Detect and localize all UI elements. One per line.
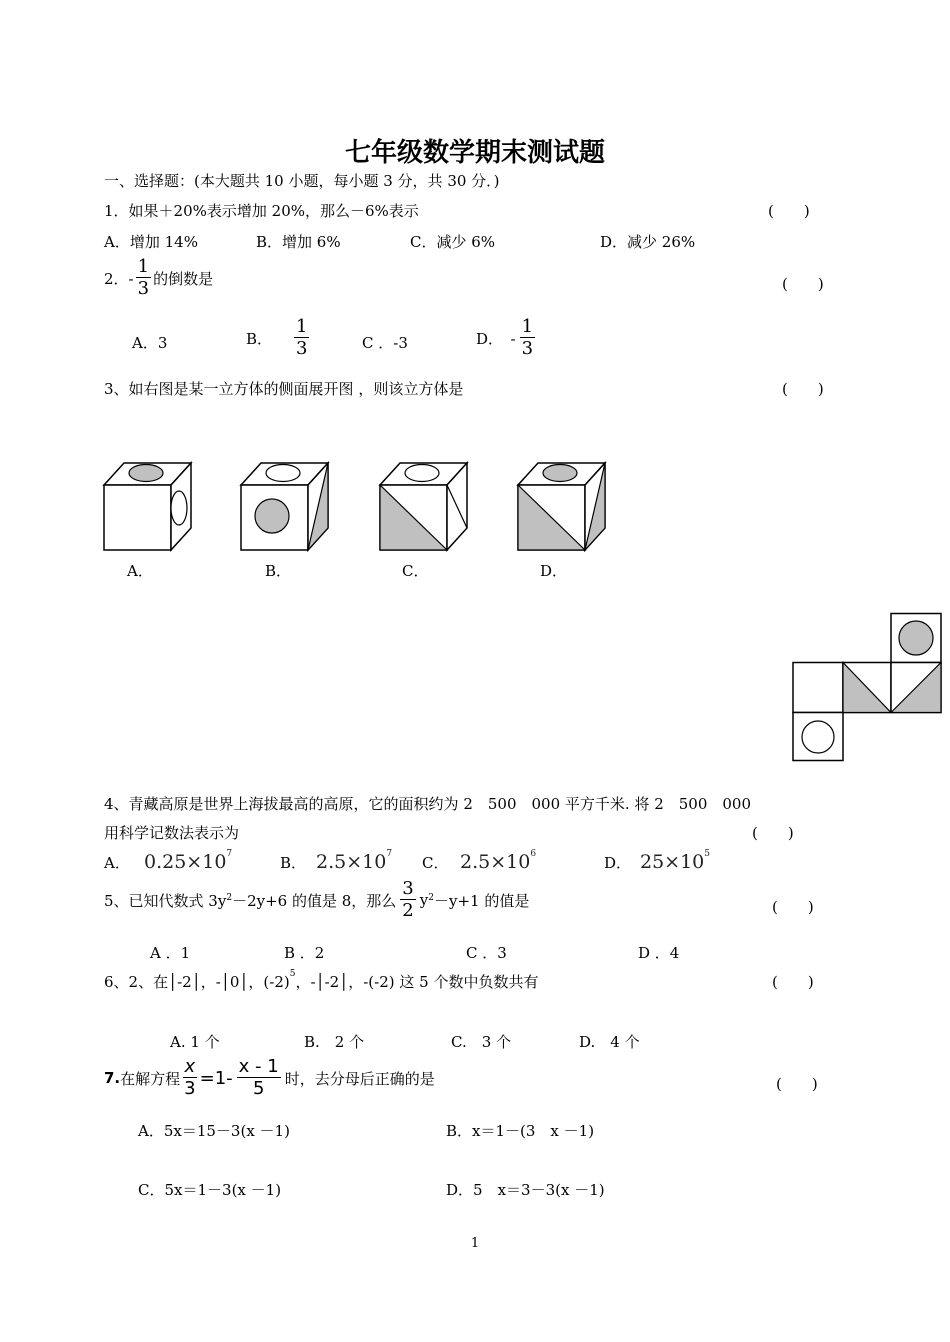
cube-b: [241, 463, 328, 550]
q1-option-c: C．减少 6%: [410, 233, 496, 251]
q7-fraction-2: [237, 1058, 281, 1098]
q4-option-c-label: C．: [422, 854, 449, 872]
page-title: 七年级数学期末测试题: [344, 138, 605, 168]
q7-frac1-num: x: [184, 1056, 196, 1077]
q1-stem: 1．如果＋20%表示增加 20%，那么－6%表示: [104, 202, 419, 220]
q3-label-b: B．: [265, 562, 292, 580]
q4-option-c-value: [460, 851, 536, 873]
q4-option-a-exp: 7: [226, 849, 233, 859]
q5-fraction: [400, 880, 415, 920]
q4-answer-paren: ( ): [752, 824, 794, 842]
q6-option-c: C. 3 个: [451, 1033, 512, 1051]
q4-option-d-exp: 5: [704, 849, 711, 859]
q2-answer-paren: ( ): [782, 275, 824, 293]
q1-option-b: B．增加 6%: [256, 233, 341, 251]
q4-stem-line1: 4、青藏高原是世界上海拔最高的高原，它的面积约为 2 500 000 平方千米. 将 2 500 000: [104, 795, 751, 813]
q2-option-b-num: 1: [296, 316, 308, 337]
q2-option-d-fraction: [520, 318, 535, 358]
q5-option-c: C ．3: [466, 944, 507, 962]
q7-number: 7.: [104, 1069, 121, 1087]
q7-frac2-den: 5: [252, 1078, 265, 1099]
q7-answer-paren: ( ): [776, 1075, 818, 1093]
q2-frac-den: 3: [137, 278, 150, 299]
q4-option-c-base: 2.5×10: [460, 851, 531, 873]
q5-stem-c: y: [419, 891, 429, 909]
q4-option-d-base: 25×10: [640, 851, 705, 873]
q2-option-b-label: B．: [246, 329, 273, 348]
q2-option-b-den: 3: [296, 338, 308, 359]
q1-option-d: D．减少 26%: [600, 233, 696, 251]
q3-label-d: D．: [540, 562, 568, 580]
q7-mid: =1-: [199, 1067, 233, 1089]
q5-frac-num: 3: [402, 878, 414, 899]
q6-option-d: D. 4 个: [579, 1033, 640, 1051]
q6-option-a: A. 1 个: [170, 1033, 220, 1051]
q3-cube-net: [790, 612, 950, 764]
q7-stem-b: 在解方程: [120, 1069, 181, 1088]
q5-stem-a: 5、已知代数式 3y: [104, 891, 227, 910]
q7-option-b: B．x＝1－(3 x －1): [446, 1122, 595, 1140]
q7-option-a: A．5x＝15－3(x －1): [138, 1122, 290, 1140]
q4-option-b-label: B．: [280, 854, 307, 872]
q6-option-b: B. 2 个: [304, 1033, 365, 1051]
q6-stem: [104, 971, 538, 992]
q7-option-c: C．5x＝1－3(x －1): [138, 1181, 282, 1199]
q4-option-c-exp: 6: [530, 849, 537, 859]
cube-d: [518, 463, 605, 550]
q2-option-d-den: 3: [521, 338, 534, 359]
q7-stem-c: 时，去分母后正确的是: [284, 1069, 435, 1088]
q5-answer-paren: ( ): [772, 898, 814, 916]
q2-stem: [104, 258, 213, 298]
q3-cube-options: [98, 455, 628, 560]
q4-option-b-base: 2.5×10: [316, 851, 387, 873]
q4-option-a-base: 0.25×10: [144, 851, 227, 873]
q6-stem-a: 6、2、在│-2│，-│0│，(-2): [104, 973, 290, 991]
q2-option-d: [476, 318, 535, 358]
q5-stem-b: －2y+6 的值是 8，那么: [232, 891, 397, 910]
q2-option-b: [246, 318, 309, 358]
q2-suffix: 的倒数是: [153, 269, 214, 288]
q5-square-1: 2: [226, 893, 233, 903]
q3-answer-paren: ( ): [782, 380, 824, 398]
q2-option-a: A．3: [132, 334, 168, 352]
cube-a: [104, 463, 191, 550]
q2-option-d-label: D． -: [476, 329, 516, 348]
q6-stem-b: ，-│-2│，-(-2) 这 5 个数中负数共有: [295, 973, 539, 991]
q4-option-d-label: D．: [604, 854, 632, 872]
section-header: 一、选择题：(本大题共 10 小题，每小题 3 分，共 30 分．): [104, 172, 500, 190]
q5-option-b: B ．2: [284, 944, 325, 962]
q2-option-c: C ．-3: [362, 334, 408, 352]
q7-stem: [104, 1058, 435, 1098]
q7-fraction-1: [182, 1058, 197, 1098]
q7-frac1-den: 3: [184, 1078, 196, 1099]
q6-answer-paren: ( ): [772, 973, 814, 991]
q5-stem-d: －y+1 的值是: [433, 891, 530, 910]
q2-option-b-fraction: [294, 318, 309, 358]
q3-stem: 3、如右图是某一立方体的侧面展开图 ，则该立方体是: [104, 380, 464, 398]
q5-option-d: D ．4: [638, 944, 680, 962]
q6-exponent: 5: [289, 969, 296, 979]
q5-square-2: 2: [428, 893, 434, 903]
q1-option-a: A．增加 14%: [104, 233, 198, 251]
q4-option-a-label: A．: [104, 854, 130, 872]
q5-stem: [104, 880, 529, 920]
q1-answer-paren: ( ): [768, 202, 810, 220]
q3-label-a: A．: [127, 562, 153, 580]
q7-frac2-num: x - 1: [238, 1056, 279, 1077]
q3-label-c: C．: [402, 562, 429, 580]
q7-option-d: D．5 x＝3－3(x －1): [446, 1181, 605, 1199]
cube-c: [380, 463, 467, 550]
q4-option-b-exp: 7: [386, 849, 393, 859]
q4-option-b-value: [316, 851, 392, 873]
q4-stem-line2: 用科学记数法表示为: [104, 824, 240, 842]
q5-frac-den: 2: [402, 900, 414, 921]
q2-number: 2．-: [104, 269, 134, 288]
q2-frac-num: 1: [137, 256, 150, 277]
page-number: 1: [470, 1236, 480, 1251]
q4-option-a-value: [144, 851, 232, 873]
q5-option-a: A ．1: [150, 944, 191, 962]
q4-option-d-value: [640, 851, 710, 873]
q2-fraction: [136, 258, 151, 298]
q2-option-d-num: 1: [521, 316, 534, 337]
